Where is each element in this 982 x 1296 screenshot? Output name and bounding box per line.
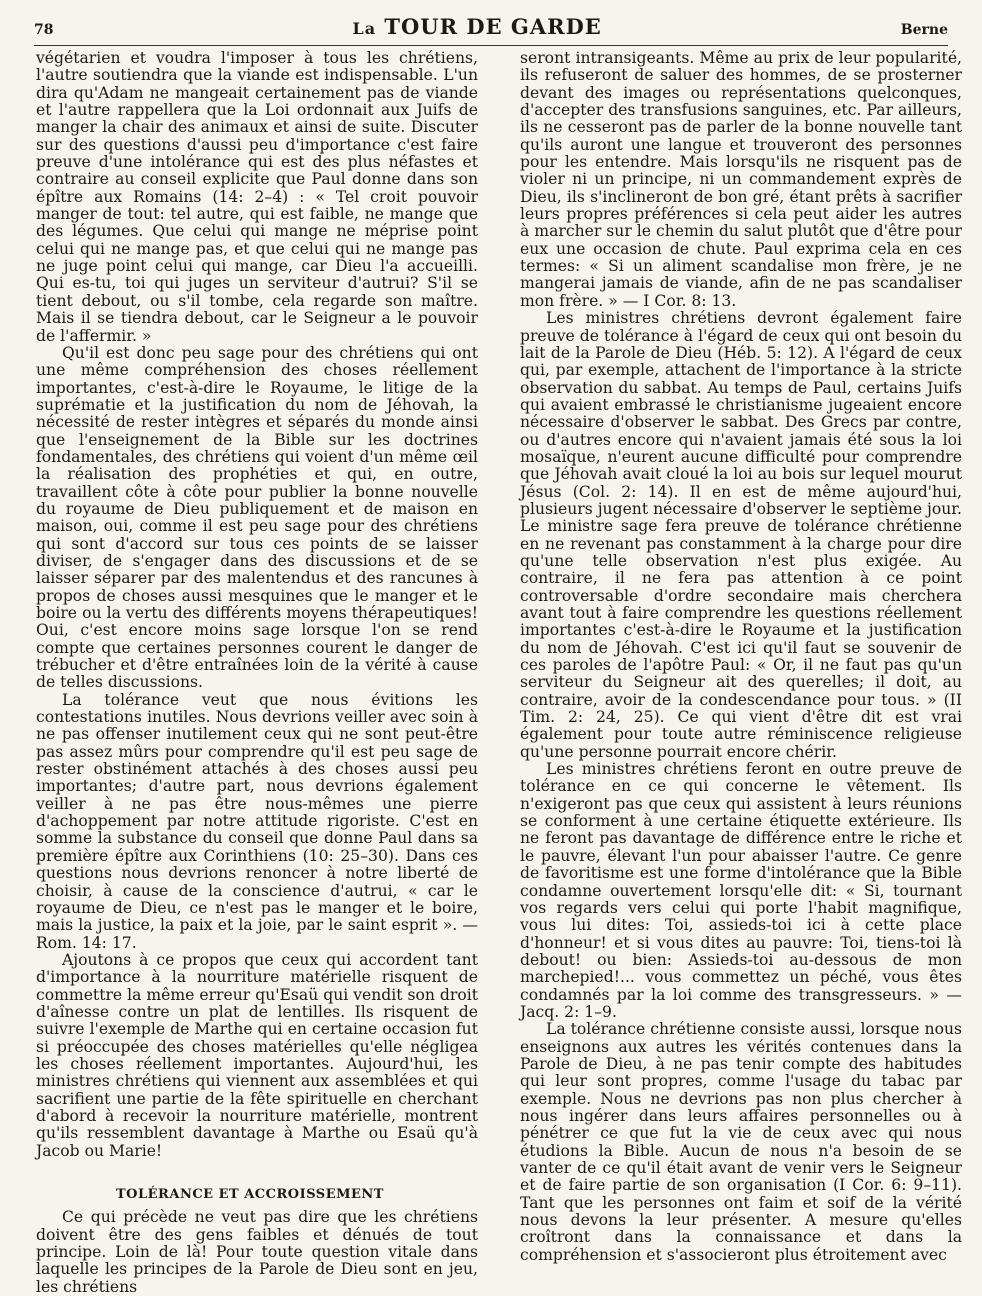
- paragraph: La tolérance chrétienne consiste aussi, lorsque nous enseignons aux autres les vérités contenues dans la Parole de Dieu, à ne pas tenir compte des habitudes qui leur sont propres, comme l'usage du tabac par exemple. Nous ne devrions pas non plus chercher à nous ingérer dans leurs affaires personnelles ou à pénétrer ce que fut la vie de ceux avec qui nous étudions la Bible. Aucun de nous n'a besoin de se vanter de ce qu'il était avant de venir vers le Seigneur et de faire partie de son organisation (I Cor. 6: 9–11). Tant que les personnes ont faim et soif de la vérité nous devons la leur présenter. A mesure qu'elles croîtront dans la connaissance et dans la compréhension et s'associeront plus étroitement avec: [520, 1020, 962, 1264]
- paragraph: Ajoutons à ce propos que ceux qui accordent tant d'importance à la nourriture matérielle risquent de commettre la même erreur qu'Esaü qui vendit son droit d'aînesse contre un plat de lentilles. Ils risquent de suivre l'exemple de Marthe qui en certaine occasion fut si préoccupée des choses matérielles qu'elle négligea les choses réellement importantes. Aujourd'hui, les ministres chrétiens qui viennent aux assemblées et qui sacrifient une partie de la fête spirituelle en cherchant d'abord à recevoir la nourriture matérielle, montrent qu'ils ressemblent davantage à Marthe ou Esaü qu'à Jacob ou Marie!: [36, 950, 478, 1160]
- right-column: [520, 50, 962, 1264]
- journal-title: [352, 14, 601, 39]
- journal-title-article: La: [352, 19, 377, 38]
- section-heading: TOLÉRANCE ET ACCROISSEMENT: [116, 1187, 384, 1202]
- page-header: [34, 14, 948, 42]
- left-column: [36, 50, 478, 1296]
- journal-title-main: TOUR DE GARDE: [384, 14, 602, 39]
- paragraph: seront intransigeants. Même au prix de leur popularité, ils refuseront de saluer des hommes, de se prosterner devant des images ou représentations quelconques, d'accepter des transfusions sanguines, etc. Par ailleurs, ils ne cesseront pas de parler de la bonne nouvelle tant qu'ils auront une langue et trouveront des personnes pour les entendre. Mais lorsqu'ils ne risquent pas de violer ni un principe, ni un commandement exprès de Dieu, ils s'inclineront de bon gré, étant prêts à sacrifier leurs propres préférences si cela peut aider les autres à marcher sur le chemin du salut plutôt que d'être pour eux une occasion de chute. Paul exprima cela en ces termes: « Si un aliment scandalise mon frère, je ne mangerai jamais de viande, afin de ne pas scandaliser mon frère. » — I Cor. 8: 13.: [520, 49, 962, 310]
- page-number: 78: [34, 22, 54, 38]
- paragraph: Les ministres chrétiens feront en outre preuve de tolérance en ce qui concerne le vêtement. Ils n'exigeront pas que ceux qui assistent à leurs réunions se conforment à une certaine étiquette extérieure. Ils ne feront pas davantage de différence entre le riche et le pauvre, élevant l'un pour abaisser l'autre. Ce genre de favoritisme est une forme d'intolérance que la Bible condamne ouvertement lorsqu'elle dit: « Si, tournant vos regards vers celui qui porte l'habit magnifique, vous lui dites: Toi, assieds-toi ici à cette place d'honneur! et si vous dites au pauvre: Toi, tiens-toi là debout! ou bien: Assieds-toi au-dessous de mon marchepied!... vous commettez un péché, vous êtes condamnés par la loi comme des transgresseurs. » — Jacq. 2: 1–9.: [520, 760, 962, 1021]
- paragraph: Qu'il est donc peu sage pour des chrétiens qui ont une même compréhension des choses réellement importantes, c'est-à-dire le Royaume, le litige de la suprématie et la justification du nom de Jéhovah, la nécessité de rester intègres et séparés du monde ainsi que l'enseignement de la Bible sur les doctrines fondamentales, des chrétiens qui voient d'un même œil la réalisation des prophéties et qui, en outre, travaillent côte à côte pour publier la bonne nouvelle du royaume de Dieu publiquement et de maison en maison, oui, comme il est peu sage pour des chrétiens qui sont d'accord sur tous ces points de se laisser diviser, de s'engager dans des discussions et de se laisser séparer par des malentendus et des rancunes à propos de choses aussi mesquines que le manger et le boire ou la vertu des différents moyens thérapeutiques! Oui, c'est encore moins sage lorsque l'on se rend compte que certaines personnes courent le danger de trébucher et d'être entraînées loin de la vérité à cause de telles discussions.: [36, 343, 478, 692]
- header-rule: [34, 45, 948, 46]
- paragraph: végétarien et voudra l'imposer à tous les chrétiens, l'autre soutiendra que la viande est indispensable. L'un dira qu'Adam ne mangeait certainement pas de viande et l'autre rappellera que la Loi ordonnait aux Juifs de manger la chair des animaux et ainsi de suite. Discuter sur des questions d'aussi peu d'importance c'est faire preuve d'une intolérance qui est des plus néfastes et contraire au conseil explicite que Paul donne dans son épître aux Romains (14: 2–4) : « Tel croit pouvoir manger de tout: tel autre, qui est faible, ne mange que des légumes. Que celui qui mange ne méprise point celui qui ne mange pas, et que celui qui ne mange pas ne juge point celui qui mange, car Dieu l'a accueilli. Qui es-tu, toi qui juges un serviteur d'autrui? S'il se tient debout, ou s'il tombe, cela regarde son maître. Mais il se tiendra debout, car le Seigneur a le pouvoir de l'affermir. »: [36, 49, 478, 345]
- edition-label: Berne: [900, 22, 948, 38]
- paragraph: Les ministres chrétiens devront également faire preuve de tolérance à l'égard de ceux qui ont besoin du lait de la Parole de Dieu (Héb. 5: 12). A l'égard de ceux qui, par exemple, attachent de l'importance à la stricte observation du sabbat. Au temps de Paul, certains Juifs qui avaient embrassé le christianisme jugeaient encore nécessaire d'observer le sabbat. Des Grecs par contre, ou d'autres encore qui n'avaient jamais été sous la loi mosaïque, n'eurent aucune difficulté pour comprendre que Jéhovah avait cloué la loi au bois sur lequel mourut Jésus (Col. 2: 14). Il en est de même aujourd'hui, plusieurs jugent nécessaire d'observer le septième jour. Le ministre sage fera preuve de tolérance chrétienne en ne revenant pas constamment à la charge pour dire qu'une telle observation n'est plus exigée. Au contraire, il ne fera pas attention à ce point controversable d'ordre secondaire mais cherchera avant tout à faire comprendre les questions réellement importantes c'est-à-dire le Royaume et la justification du nom de Jéhovah. C'est ici qu'il faut se souvenir de ces paroles de l'apôtre Paul: « Or, il ne faut pas qu'un serviteur du Seigneur ait des querelles; il doit, au contraire, avoir de la condescendance pour tous. » (II Tim. 2: 24, 25). Ce qui vient d'être dit est vrai également pour toute autre réminiscence religieuse qu'une personne pourrait encore chérir.: [520, 309, 962, 761]
- paragraph: Ce qui précède ne veut pas dire que les chrétiens doivent être des gens faibles et dénués de tout principe. Loin de là! Pour toute question vitale dans laquelle les principes de la Parole de Dieu sont en jeu, les chrétiens: [36, 1208, 478, 1296]
- paragraph: La tolérance veut que nous évitions les contestations inutiles. Nous devrions veiller avec soin à ne pas offenser inutilement ceux qui ne sont peut-être pas assez mûrs pour comprendre qu'il est peu sage de rester obstinément attachés à des choses aussi peu importantes; d'autre part, nous devrions également veiller à ne pas être nous-mêmes une pierre d'achoppement par notre attitude rigoriste. C'est en somme la substance du conseil que donne Paul dans sa première épître aux Corinthiens (10: 25–30). Dans ces questions nous devrions renoncer à notre liberté de choisir, à cause de la conscience d'autrui, « car le royaume de Dieu, ce n'est pas le manger et le boire, mais la justice, la paix et la joie, par le saint esprit ». — Rom. 14: 17.: [36, 690, 478, 952]
